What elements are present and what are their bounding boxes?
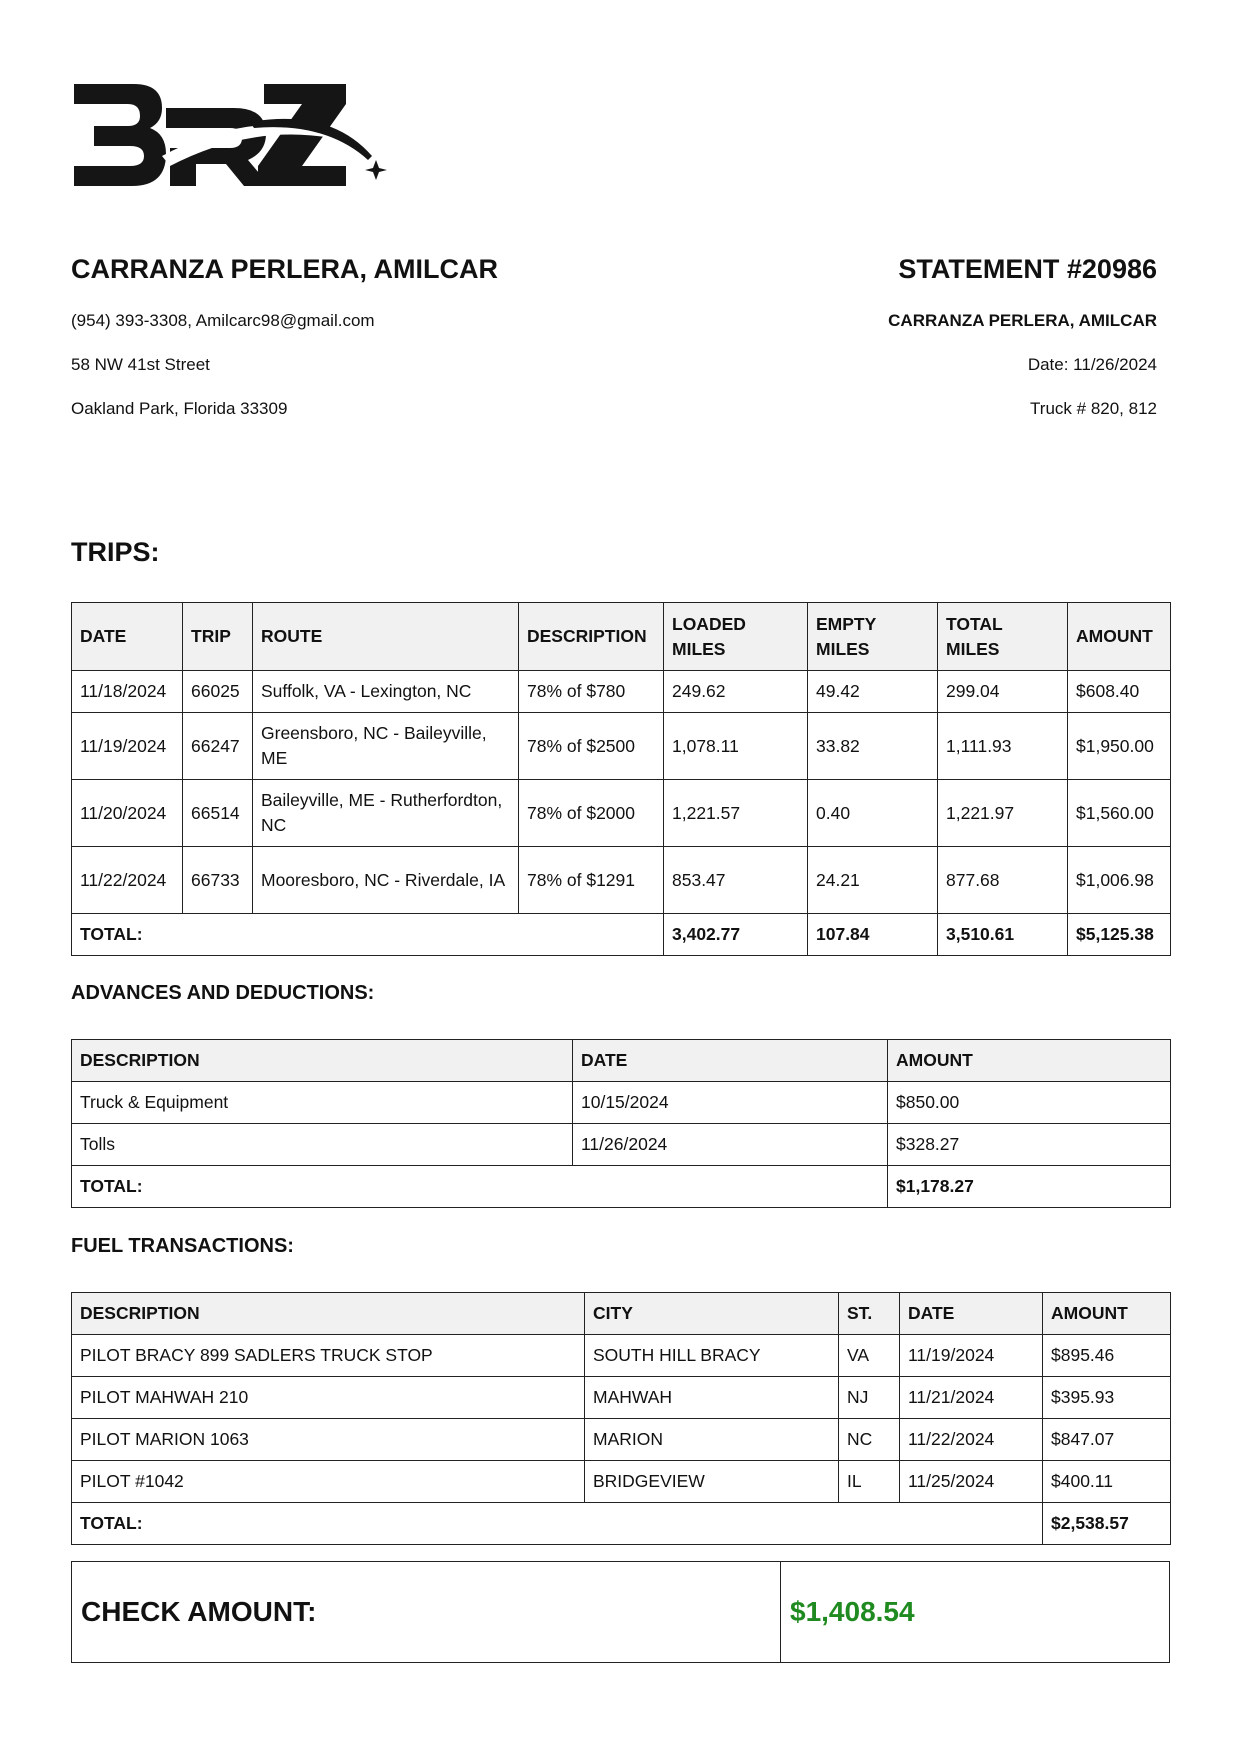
header-state: ST.: [839, 1293, 900, 1335]
fuel-amount: $400.11: [1043, 1461, 1171, 1503]
table-row: [72, 1419, 1171, 1461]
header-amount: AMOUNT: [888, 1040, 1171, 1082]
fuel-date: 11/21/2024: [900, 1377, 1043, 1419]
trip-total-miles: 299.04: [938, 671, 1068, 713]
trip-total-miles: 1,221.97: [938, 780, 1068, 847]
fuel-city: BRIDGEVIEW: [585, 1461, 839, 1503]
fuel-date: 11/22/2024: [900, 1419, 1043, 1461]
trip-route: Suffolk, VA - Lexington, NC: [253, 671, 519, 713]
fuel-table: [71, 1292, 1171, 1545]
trip-total-miles: 877.68: [938, 847, 1068, 914]
advances-table: [71, 1039, 1171, 1208]
advance-description: Truck & Equipment: [72, 1082, 573, 1124]
trip-loaded-miles: 249.62: [664, 671, 808, 713]
check-amount-label: CHECK AMOUNT:: [72, 1562, 781, 1662]
trip-date: 11/19/2024: [72, 713, 183, 780]
trips-total-loaded: 3,402.77: [664, 914, 808, 956]
fuel-state: NJ: [839, 1377, 900, 1419]
trip-description: 78% of $780: [519, 671, 664, 713]
table-row: [72, 1461, 1171, 1503]
fuel-amount: $847.07: [1043, 1419, 1171, 1461]
fuel-header-row: [72, 1293, 1171, 1335]
advances-total-row: [72, 1166, 1171, 1208]
fuel-amount: $395.93: [1043, 1377, 1171, 1419]
fuel-total-label: TOTAL:: [72, 1503, 1043, 1545]
header-total-miles: TOTAL MILES: [938, 603, 1068, 671]
statement-title: STATEMENT #20986: [898, 254, 1157, 284]
trip-route: Greensboro, NC - Baileyville, ME: [253, 713, 519, 780]
fuel-total-row: [72, 1503, 1171, 1545]
fuel-description: PILOT MARION 1063: [72, 1419, 585, 1461]
fuel-city: SOUTH HILL BRACY: [585, 1335, 839, 1377]
trips-header-row: [72, 603, 1171, 671]
header-amount: AMOUNT: [1068, 603, 1171, 671]
advance-description: Tolls: [72, 1124, 573, 1166]
header-date: DATE: [900, 1293, 1043, 1335]
fuel-date: 11/25/2024: [900, 1461, 1043, 1503]
trip-date: 11/20/2024: [72, 780, 183, 847]
header-description: DESCRIPTION: [72, 1040, 573, 1082]
trips-table: [71, 602, 1171, 956]
trip-total-miles: 1,111.93: [938, 713, 1068, 780]
advances-total-amount: $1,178.27: [888, 1166, 1171, 1208]
fuel-description: PILOT #1042: [72, 1461, 585, 1503]
trip-route: Mooresboro, NC - Riverdale, IA: [253, 847, 519, 914]
driver-address-line2: Oakland Park, Florida 33309: [71, 399, 288, 418]
trip-date: 11/18/2024: [72, 671, 183, 713]
trip-route: Baileyville, ME - Rutherfordton, NC: [253, 780, 519, 847]
advances-total-label: TOTAL:: [72, 1166, 888, 1208]
trip-number: 66514: [183, 780, 253, 847]
trip-amount: $608.40: [1068, 671, 1171, 713]
trips-total-amount: $5,125.38: [1068, 914, 1171, 956]
table-row: [72, 1377, 1171, 1419]
statement-truck: Truck # 820, 812: [1030, 399, 1157, 418]
trip-empty-miles: 24.21: [808, 847, 938, 914]
table-row: [72, 1082, 1171, 1124]
advance-date: 11/26/2024: [573, 1124, 888, 1166]
table-row: [72, 713, 1171, 780]
fuel-city: MAHWAH: [585, 1377, 839, 1419]
trip-number: 66247: [183, 713, 253, 780]
header-city: CITY: [585, 1293, 839, 1335]
fuel-amount: $895.46: [1043, 1335, 1171, 1377]
trips-title: TRIPS:: [71, 537, 160, 567]
driver-address-line1: 58 NW 41st Street: [71, 355, 210, 374]
fuel-date: 11/19/2024: [900, 1335, 1043, 1377]
trip-empty-miles: 33.82: [808, 713, 938, 780]
trip-loaded-miles: 1,221.57: [664, 780, 808, 847]
company-logo: [70, 78, 390, 198]
fuel-description: PILOT BRACY 899 SADLERS TRUCK STOP: [72, 1335, 585, 1377]
trips-total-miles: 3,510.61: [938, 914, 1068, 956]
trips-total-empty: 107.84: [808, 914, 938, 956]
statement-name: CARRANZA PERLERA, AMILCAR: [888, 311, 1157, 330]
fuel-description: PILOT MAHWAH 210: [72, 1377, 585, 1419]
header-date: DATE: [72, 603, 183, 671]
trip-number: 66733: [183, 847, 253, 914]
trip-amount: $1,950.00: [1068, 713, 1171, 780]
header-empty-miles: EMPTY MILES: [808, 603, 938, 671]
trip-number: 66025: [183, 671, 253, 713]
table-row: [72, 847, 1171, 914]
trip-empty-miles: 49.42: [808, 671, 938, 713]
trip-empty-miles: 0.40: [808, 780, 938, 847]
trip-loaded-miles: 853.47: [664, 847, 808, 914]
table-row: [72, 671, 1171, 713]
advances-header-row: [72, 1040, 1171, 1082]
header-route: ROUTE: [253, 603, 519, 671]
advance-date: 10/15/2024: [573, 1082, 888, 1124]
trips-total-label: TOTAL:: [72, 914, 664, 956]
fuel-state: IL: [839, 1461, 900, 1503]
fuel-state: NC: [839, 1419, 900, 1461]
fuel-state: VA: [839, 1335, 900, 1377]
fuel-title: FUEL TRANSACTIONS:: [71, 1235, 294, 1257]
check-amount-value: $1,408.54: [790, 1596, 915, 1627]
advances-title: ADVANCES AND DEDUCTIONS:: [71, 982, 375, 1004]
driver-contact: (954) 393-3308, Amilcarc98@gmail.com: [71, 311, 375, 330]
trip-date: 11/22/2024: [72, 847, 183, 914]
advance-amount: $850.00: [888, 1082, 1171, 1124]
trip-description: 78% of $1291: [519, 847, 664, 914]
header-description: DESCRIPTION: [72, 1293, 585, 1335]
advance-amount: $328.27: [888, 1124, 1171, 1166]
driver-name: CARRANZA PERLERA, AMILCAR: [71, 254, 498, 284]
header-description: DESCRIPTION: [519, 603, 664, 671]
trip-amount: $1,560.00: [1068, 780, 1171, 847]
header-date: DATE: [573, 1040, 888, 1082]
fuel-total-amount: $2,538.57: [1043, 1503, 1171, 1545]
driver-info: [71, 253, 498, 443]
table-row: [72, 1335, 1171, 1377]
statement-date: Date: 11/26/2024: [1027, 355, 1157, 374]
trips-total-row: [72, 914, 1171, 956]
header-amount: AMOUNT: [1043, 1293, 1171, 1335]
header-trip: TRIP: [183, 603, 253, 671]
table-row: [72, 780, 1171, 847]
trip-amount: $1,006.98: [1068, 847, 1171, 914]
trip-description: 78% of $2000: [519, 780, 664, 847]
trip-loaded-miles: 1,078.11: [664, 713, 808, 780]
fuel-city: MARION: [585, 1419, 839, 1461]
check-amount-box: [71, 1561, 1170, 1663]
header-loaded-miles: LOADED MILES: [664, 603, 808, 671]
trip-description: 78% of $2500: [519, 713, 664, 780]
table-row: [72, 1124, 1171, 1166]
statement-info: [888, 253, 1157, 443]
